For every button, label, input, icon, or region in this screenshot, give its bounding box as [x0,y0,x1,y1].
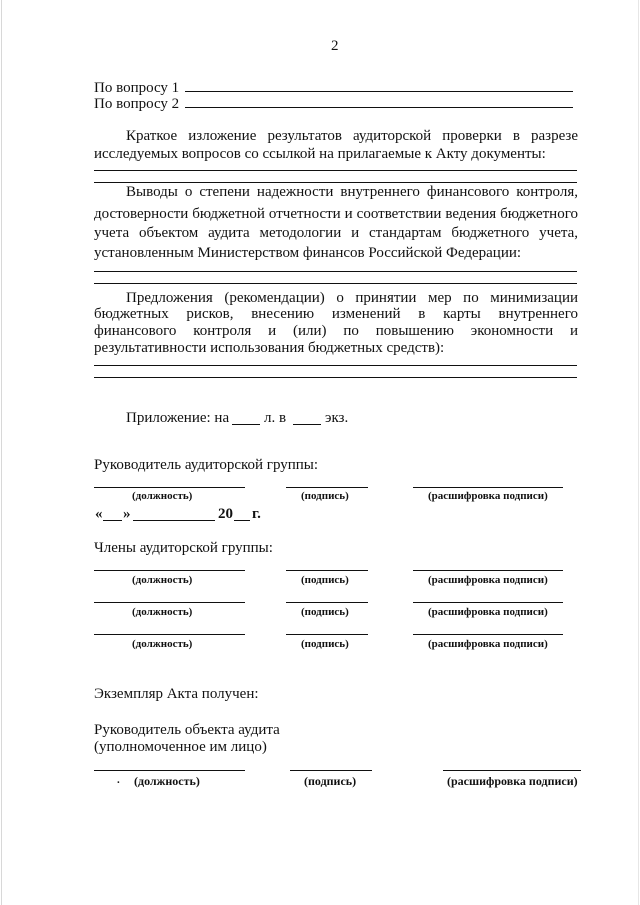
page-number: 2 [331,38,339,54]
section3-fill-line-1 [94,365,577,366]
section2-line1: Выводы о степени надежности внутреннего финансового контроля, [126,184,578,200]
section2-line2: достоверности бюджетной отчетности и соответствии ведения бюджетного [94,206,578,222]
members-title: Члены аудиторской группы: [94,540,273,556]
member-3-decoding-caption: (расшифровка подписи) [428,638,548,650]
section1-line2: исследуемых вопросов со ссылкой на прилагаемые к Акту документы: [94,146,546,162]
received-head-line1: Руководитель объекта аудита [94,722,280,738]
question-1-line [185,91,573,92]
member-3-decoding-line [413,634,563,635]
member-2-decoding-line [413,602,563,603]
group-head-signature-caption: (подпись) [301,490,349,502]
received-decoding-caption: (расшифровка подписи) [447,774,578,788]
scan-edge-left [1,0,2,905]
attachment-suffix: экз. [325,410,349,426]
member-1-signature-line [286,570,368,571]
question-2-label: По вопросу 2 [94,96,180,112]
received-title: Экземпляр Акта получен: [94,686,259,702]
received-decoding-line [443,770,581,771]
member-3-signature-caption: (подпись) [301,638,349,650]
section1-fill-line-1 [94,170,577,171]
member-1-signature-caption: (подпись) [301,574,349,586]
group-head-decoding-line [413,487,563,488]
date-day-line [103,520,122,521]
date-month-line [133,520,215,521]
received-position-line [94,770,245,771]
date-year-prefix: 20 [218,506,233,522]
member-3-signature-line [286,634,368,635]
date-year-suffix: г. [252,506,261,522]
received-signature-line [290,770,372,771]
section3-line4: результативности использования бюджетных средств): [94,340,445,356]
member-2-signature-caption: (подпись) [301,606,349,618]
question-1-label: По вопросу 1 [94,80,180,96]
member-3-position-caption: (должность) [132,638,193,650]
question-2-line [185,107,573,108]
section3-line3: финансового контроля и (или) по повышению экономности и [94,323,578,339]
member-1-decoding-line [413,570,563,571]
section2-line3: учета объектом аудита методологии и стандартам бюджетного учета, [94,225,578,241]
member-2-decoding-caption: (расшифровка подписи) [428,606,548,618]
group-head-position-caption: (должность) [132,490,193,502]
section3-line2: бюджетных рисков, внесению изменений в карты внутреннего [94,306,578,322]
received-position-caption: (должность) [134,774,200,788]
member-1-decoding-caption: (расшифровка подписи) [428,574,548,586]
received-head-line2: (уполномоченное им лицо) [94,739,267,755]
group-head-signature-line [286,487,368,488]
section3-line1: Предложения (рекомендации) о принятии мер по минимизации [126,290,578,306]
group-head-decoding-caption: (расшифровка подписи) [428,490,548,502]
attachment-mid: л. в [264,410,287,426]
attachment-sheets-line [232,424,260,425]
received-dot: . [117,774,120,786]
date-close-quote: » [123,506,131,522]
date-year-line [234,520,250,521]
group-head-title: Руководитель аудиторской группы: [94,457,319,473]
section1-line1: Краткое изложение результатов аудиторской проверки в разрезе [126,128,578,144]
section2-fill-line-1 [94,271,577,272]
date-open-quote: « [95,506,103,522]
section3-fill-line-2 [94,377,577,378]
attachment-prefix: Приложение: на [126,410,230,426]
section2-fill-line-2 [94,283,577,284]
member-2-position-caption: (должность) [132,606,193,618]
member-2-signature-line [286,602,368,603]
group-head-position-line [94,487,245,488]
scan-edge-right [638,0,639,905]
member-3-position-line [94,634,245,635]
section2-line4: установленным Министерством финансов Российской Федерации: [94,245,522,261]
received-signature-caption: (подпись) [304,774,357,788]
member-2-position-line [94,602,245,603]
attachment-copies-line [293,424,321,425]
member-1-position-line [94,570,245,571]
member-1-position-caption: (должность) [132,574,193,586]
